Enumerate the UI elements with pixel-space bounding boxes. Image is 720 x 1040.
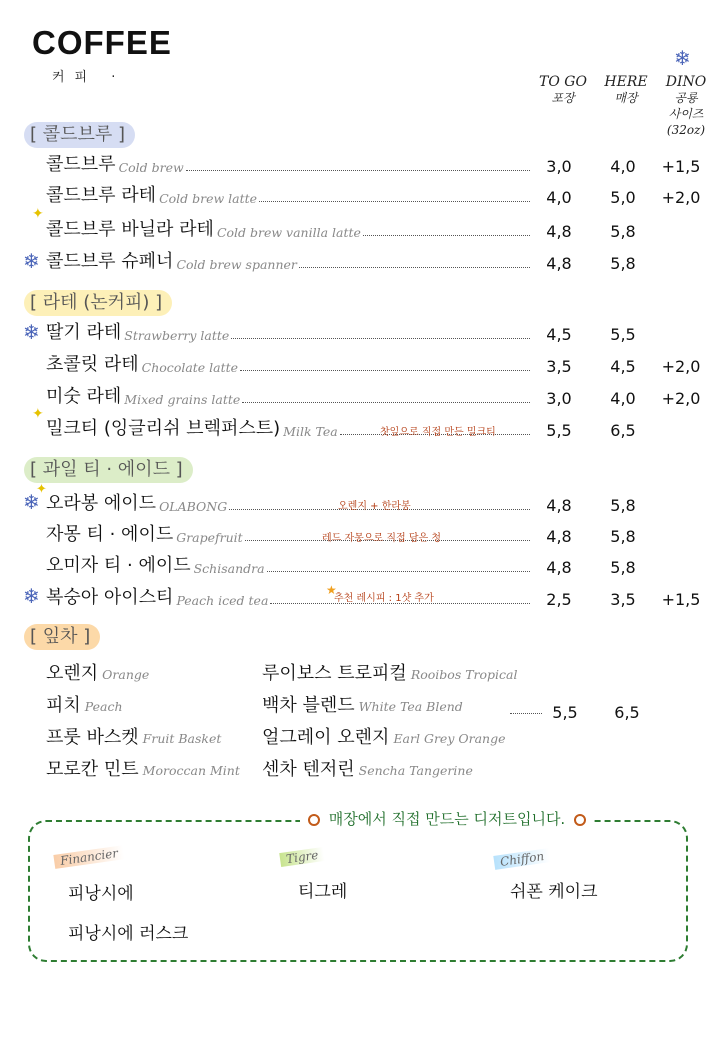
dessert-item: 쉬폰 케이크	[510, 882, 598, 902]
tea-item: 프룻 바스켓 Fruit Basket	[46, 727, 222, 748]
tea-item: 오렌지 Orange	[46, 663, 150, 684]
tea-list-right	[262, 658, 518, 786]
tea-price-here: 6,5	[614, 703, 640, 722]
menu-item: 딸기 라테 Strawberry latte 4,5 5,5	[46, 322, 636, 344]
tea-item: 백차 블렌드 White Tea Blend	[262, 695, 463, 716]
section-leaf-tea: [ 잎차 ]	[24, 624, 100, 650]
sparkle-icon: ✦	[32, 406, 44, 422]
sparkle-icon: ✦	[36, 482, 47, 497]
menu-item: 자몽 티 · 에이드 Grapefruit 4,8 5,8	[46, 524, 636, 546]
item-note: 레드 자몽으로 직접 담은 청	[322, 533, 441, 544]
col-togo-header: TO GO 포장	[539, 74, 587, 105]
col-here-header: HERE 매장	[604, 74, 648, 105]
snowflake-icon: ❄	[23, 490, 40, 514]
menu-item: 초콜릿 라테 Chocolate latte 3,5 4,5 +2,0	[46, 354, 701, 376]
col-dino-header: DINO 공룡 사이즈 (32oz)	[665, 74, 707, 137]
star-icon: ★	[326, 583, 337, 597]
dessert-category-financier: Financier	[53, 845, 124, 869]
dessert-item: 티그레	[298, 882, 348, 902]
logo-subtitle: 커피 ·	[52, 70, 126, 85]
menu-item: 콜드브루 라테 Cold brew latte 4,0 5,0 +2,0	[46, 185, 701, 207]
tea-dots	[510, 713, 542, 714]
menu-item: 미숫 라테 Mixed grains latte 3,0 4,0 +2,0	[46, 386, 701, 408]
tea-price-togo: 5,5	[552, 703, 578, 722]
ring-icon	[308, 814, 320, 826]
section-latte: [ 라테 (논커피) ]	[24, 290, 172, 316]
tea-list-left	[46, 658, 240, 786]
menu-item: 콜드브루 Cold brew 3,0 4,0 +1,5	[46, 154, 701, 176]
menu-item: 오미자 티 · 에이드 Schisandra 4,8 5,8	[46, 555, 636, 577]
snowflake-icon: ❄	[23, 320, 40, 344]
dessert-item: 피낭시에	[68, 884, 134, 904]
snowflake-icon: ❄	[23, 584, 40, 608]
menu-item: 콜드브루 바닐라 라테 Cold brew vanilla latte 4,8 5,8	[46, 219, 636, 241]
dessert-title: 매장에서 직접 만드는 디저트입니다.	[300, 808, 594, 829]
tea-item: 센차 텐저린 Sencha Tangerine	[262, 759, 473, 780]
menu-logo: COFFEE	[32, 24, 172, 61]
item-note: 추천 레시피 : 1샷 추가	[334, 593, 434, 604]
menu-item: 밀크티 (잉글리쉬 브렉퍼스트) Milk Tea 5,5 6,5	[46, 418, 636, 440]
snowflake-icon: ❄	[23, 249, 40, 273]
dessert-category-chiffon: Chiffon	[493, 848, 551, 870]
ring-icon	[574, 814, 586, 826]
snowflake-icon: ❄	[674, 46, 691, 70]
menu-item: 복숭아 아이스티 Peach iced tea 2,5 3,5 +1,5	[46, 587, 701, 609]
item-note: 찻잎으로 직접 만든 밀크티	[380, 427, 496, 438]
menu-item: 콜드브루 슈페너 Cold brew spanner 4,8 5,8	[46, 251, 636, 273]
menu-item: 오라봉 에이드 OLABONG 4,8 5,8	[46, 493, 636, 515]
tea-item: 피치 Peach	[46, 695, 123, 716]
section-fruit-tea: [ 과일 티 · 에이드 ]	[24, 457, 193, 483]
dessert-category-tigre: Tigre	[279, 847, 325, 867]
tea-item: 모로칸 민트 Moroccan Mint	[46, 759, 240, 780]
dessert-item: 피낭시에 러스크	[68, 924, 189, 944]
item-note: 오렌지 + 한라봉	[338, 501, 411, 512]
sparkle-icon: ✦	[32, 206, 44, 222]
section-cold-brew: [ 콜드브루 ]	[24, 122, 135, 148]
tea-item: 루이보스 트로피컬 Rooibos Tropical	[262, 663, 518, 684]
tea-item: 얼그레이 오렌지 Earl Grey Orange	[262, 727, 506, 748]
